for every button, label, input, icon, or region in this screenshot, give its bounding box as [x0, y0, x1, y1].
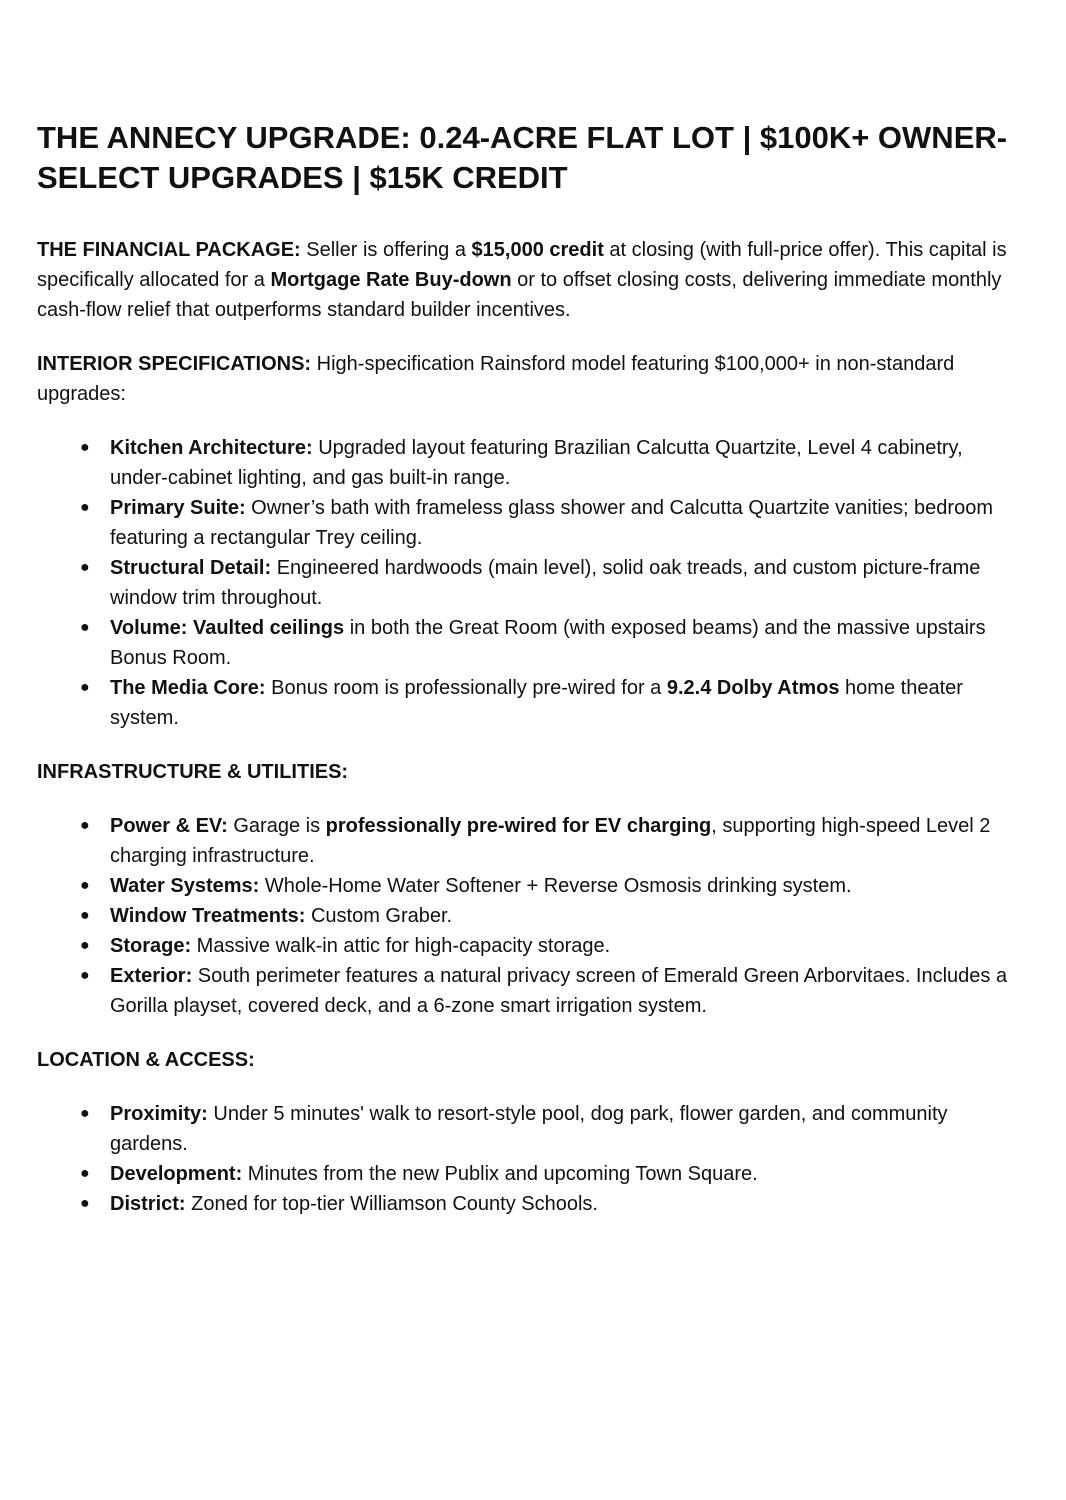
item-label: Proximity: [110, 1103, 208, 1125]
bullet-icon: ● [80, 439, 90, 456]
list-item [37, 901, 1017, 931]
list-item [37, 1159, 1017, 1189]
location-heading: LOCATION & ACCESS: [37, 1049, 255, 1071]
bullet-icon: ● [80, 817, 90, 834]
item-label: District: [110, 1193, 186, 1215]
bullet-icon: ● [80, 559, 90, 576]
item-text: Owner’s bath with frameless glass shower and Calcutta Quartzite vanities; bedroom featuring a rectangular Trey ceiling. [110, 497, 993, 549]
item-text: Engineered hardwoods (main level), solid oak treads, and custom picture-frame window trim throughout. [110, 557, 981, 609]
item-text: in both the Great Room (with exposed beams) and the massive upstairs Bonus Room. [110, 617, 986, 669]
list-item [37, 1189, 1017, 1219]
mortgage-buydown: Mortgage Rate Buy-down [270, 269, 512, 291]
location-list [37, 1099, 1017, 1219]
bullet-icon: ● [80, 967, 90, 984]
item-label: Volume: [110, 617, 188, 639]
financial-text-3: or to offset closing costs, delivering immediate monthly cash-flow relief that outperforms standard builder incentives. [37, 269, 1002, 321]
list-item [37, 433, 1017, 493]
item-label: Primary Suite: [110, 497, 246, 519]
item-text: Whole-Home Water Softener + Reverse Osmosis drinking system. [259, 875, 852, 897]
bullet-icon: ● [80, 907, 90, 924]
item-text: Under 5 minutes' walk to resort-style pool, dog park, flower garden, and community gardens. [110, 1103, 948, 1155]
item-text: Zoned for top-tier Williamson County Schools. [185, 1193, 598, 1215]
financial-text-1: Seller is offering a [300, 239, 472, 261]
item-label: Window Treatments: [110, 905, 306, 927]
item-bold-text: Vaulted ceilings [187, 617, 345, 639]
bullet-icon: ● [80, 679, 90, 696]
bullet-icon: ● [80, 619, 90, 636]
list-item [37, 553, 1017, 613]
list-item [37, 493, 1017, 553]
infrastructure-heading: INFRASTRUCTURE & UTILITIES: [37, 761, 349, 783]
infrastructure-list [37, 811, 1017, 1021]
financial-package-label: THE FINANCIAL PACKAGE: [37, 239, 301, 261]
item-text: Minutes from the new Publix and upcoming Town Square. [242, 1163, 758, 1185]
item-label: Power & EV: [110, 815, 228, 837]
financial-text-2: at closing (with full-price offer). This capital is specifically allocated for a [37, 239, 1007, 291]
financial-package-paragraph [37, 235, 1017, 325]
bullet-icon: ● [80, 1165, 90, 1182]
item-label: Development: [110, 1163, 243, 1185]
bullet-icon: ● [80, 1105, 90, 1122]
item-label: The Media Core: [110, 677, 266, 699]
list-item [37, 931, 1017, 961]
item-text: Garage is [227, 815, 326, 837]
item-text: , supporting high-speed Level 2 charging infrastructure. [110, 815, 991, 867]
document-title: THE ANNECY UPGRADE: 0.24-ACRE FLAT LOT | $100K+ OWNER-SELECT UPGRADES | $15K CREDIT [37, 120, 1008, 195]
list-item [37, 613, 1017, 673]
item-label: Storage: [110, 935, 192, 957]
item-text: Upgraded layout featuring Brazilian Calcutta Quartzite, Level 4 cabinetry, under-cabinet lighting, and gas built-in range. [110, 437, 963, 489]
interior-specifications-paragraph [37, 349, 1017, 409]
credit-amount: $15,000 credit [471, 239, 604, 261]
item-text: Bonus room is professionally pre-wired for a [265, 677, 667, 699]
bullet-icon: ● [80, 499, 90, 516]
item-bold-text: professionally pre-wired for EV charging [325, 815, 712, 837]
list-item [37, 871, 1017, 901]
bullet-icon: ● [80, 1195, 90, 1212]
interior-list [37, 433, 1017, 733]
list-item [37, 811, 1017, 871]
item-bold-text: 9.2.4 Dolby Atmos [666, 677, 840, 699]
item-text: Custom Graber. [305, 905, 453, 927]
interior-specifications-label: INTERIOR SPECIFICATIONS: [37, 353, 312, 375]
interior-specifications-text: High-specification Rainsford model featuring $100,000+ in non-standard upgrades: [37, 353, 955, 405]
item-label: Structural Detail: [110, 557, 272, 579]
item-label: Kitchen Architecture: [110, 437, 313, 459]
document-page [37, 118, 1017, 1243]
list-item [37, 961, 1017, 1021]
list-item [37, 673, 1017, 733]
item-label: Exterior: [110, 965, 193, 987]
list-item [37, 1099, 1017, 1159]
bullet-icon: ● [80, 877, 90, 894]
item-text: home theater system. [110, 677, 963, 729]
bullet-icon: ● [80, 937, 90, 954]
item-text: Massive walk-in attic for high-capacity storage. [191, 935, 611, 957]
item-text: South perimeter features a natural privacy screen of Emerald Green Arborvitaes. Includes a Gorilla playset, covered deck, and a 6-zone smart irrigation system. [110, 965, 1008, 1017]
item-label: Water Systems: [110, 875, 260, 897]
